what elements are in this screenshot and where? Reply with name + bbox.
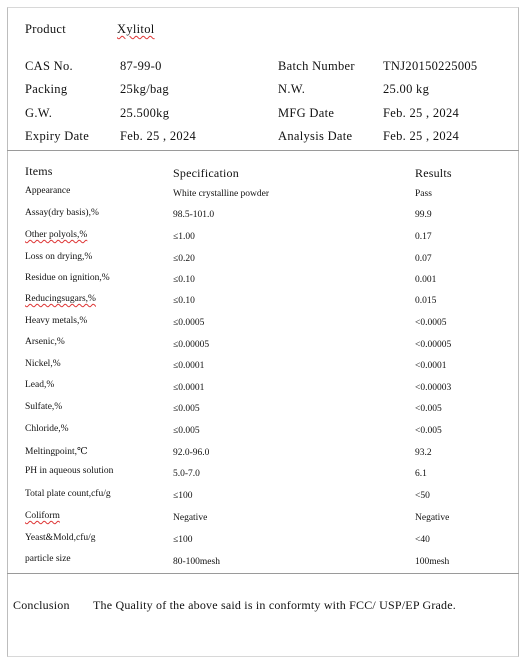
row-spec: 5.0-7.0: [173, 469, 200, 479]
row-item: Arsenic,%: [25, 337, 65, 347]
row-spec: ≤0.0005: [173, 318, 205, 328]
packing-label: Packing: [25, 82, 68, 96]
row-item: Residue on ignition,%: [25, 273, 110, 283]
row-result: <0.00005: [415, 340, 452, 350]
gw-label: G.W.: [25, 106, 53, 120]
header-divider: [7, 150, 519, 151]
batch-label: Batch Number: [278, 59, 355, 73]
row-result: 6.1: [415, 469, 427, 479]
nw-value: 25.00 kg: [383, 82, 430, 96]
row-spec: Negative: [173, 513, 208, 523]
analysis-value: Feb. 25 , 2024: [383, 129, 460, 143]
row-item: Yeast&Mold,cfu/g: [25, 533, 96, 543]
product-label: Product: [25, 22, 66, 36]
analysis-label: Analysis Date: [278, 129, 353, 143]
packing-value: 25kg/bag: [120, 82, 169, 96]
gw-value: 25.500kg: [120, 106, 170, 120]
row-spec: ≤0.0001: [173, 361, 205, 371]
row-item: Meltingpoint,℃: [25, 447, 88, 457]
row-result: <0.0001: [415, 361, 447, 371]
row-spec: ≤1.00: [173, 232, 195, 242]
row-spec: 98.5-101.0: [173, 210, 215, 220]
col-specification: Specification: [173, 166, 239, 180]
mfg-label: MFG Date: [278, 106, 335, 120]
row-result: 0.17: [415, 232, 432, 242]
row-spec: 80-100mesh: [173, 557, 220, 567]
cas-label: CAS No.: [25, 59, 73, 73]
product-value: Xylitol: [117, 22, 155, 36]
row-result: Negative: [415, 513, 450, 523]
nw-label: N.W.: [278, 82, 306, 96]
col-items: Items: [25, 164, 53, 178]
mfg-value: Feb. 25 , 2024: [383, 106, 460, 120]
row-item: Assay(dry basis),%: [25, 208, 99, 218]
row-result: <50: [415, 491, 430, 501]
row-spec: ≤0.20: [173, 254, 195, 264]
row-spec: ≤0.0001: [173, 383, 205, 393]
col-results: Results: [415, 166, 452, 180]
row-result: <40: [415, 535, 430, 545]
batch-value: TNJ20150225005: [383, 59, 478, 73]
row-spec: ≤0.00005: [173, 340, 210, 350]
row-result: 0.07: [415, 254, 432, 264]
row-result: Pass: [415, 189, 432, 199]
row-item: Appearance: [25, 186, 71, 196]
row-spec: 92.0-96.0: [173, 448, 210, 458]
row-result: <0.00003: [415, 383, 452, 393]
row-result: 100mesh: [415, 557, 450, 567]
row-item: Loss on drying,%: [25, 252, 93, 262]
row-item: Coliform: [25, 511, 60, 521]
conclusion-label: Conclusion: [13, 598, 70, 612]
row-item: Other polyols,%: [25, 230, 88, 240]
row-item: Reducingsugars,%: [25, 294, 96, 304]
conclusion-text: The Quality of the above said is in conformty with FCC/ USP/EP Grade.: [93, 598, 456, 612]
expiry-value: Feb. 25 , 2024: [120, 129, 197, 143]
row-spec: ≤0.005: [173, 426, 200, 436]
row-result: <0.005: [415, 426, 442, 436]
row-result: <0.0005: [415, 318, 447, 328]
row-spec: ≤0.10: [173, 296, 195, 306]
row-spec: ≤0.005: [173, 404, 200, 414]
row-spec: ≤100: [173, 535, 193, 545]
row-result: <0.005: [415, 404, 442, 414]
cas-value: 87-99-0: [120, 59, 162, 73]
row-item: Nickel,%: [25, 359, 61, 369]
row-spec: ≤0.10: [173, 275, 195, 285]
row-spec: ≤100: [173, 491, 193, 501]
row-result: 0.015: [415, 296, 437, 306]
row-result: 99.9: [415, 210, 432, 220]
expiry-label: Expiry Date: [25, 129, 90, 143]
row-item: Sulfate,%: [25, 402, 63, 412]
row-result: 0.001: [415, 275, 437, 285]
row-item: Heavy metals,%: [25, 316, 88, 326]
table-divider: [7, 573, 519, 574]
row-spec: White crystalline powder: [173, 189, 270, 199]
row-item: Total plate count,cfu/g: [25, 489, 111, 499]
row-result: 93.2: [415, 448, 432, 458]
row-item: PH in aqueous solution: [25, 466, 114, 476]
row-item: Lead,%: [25, 380, 55, 390]
row-item: Chloride,%: [25, 424, 69, 434]
row-item: particle size: [25, 554, 71, 564]
